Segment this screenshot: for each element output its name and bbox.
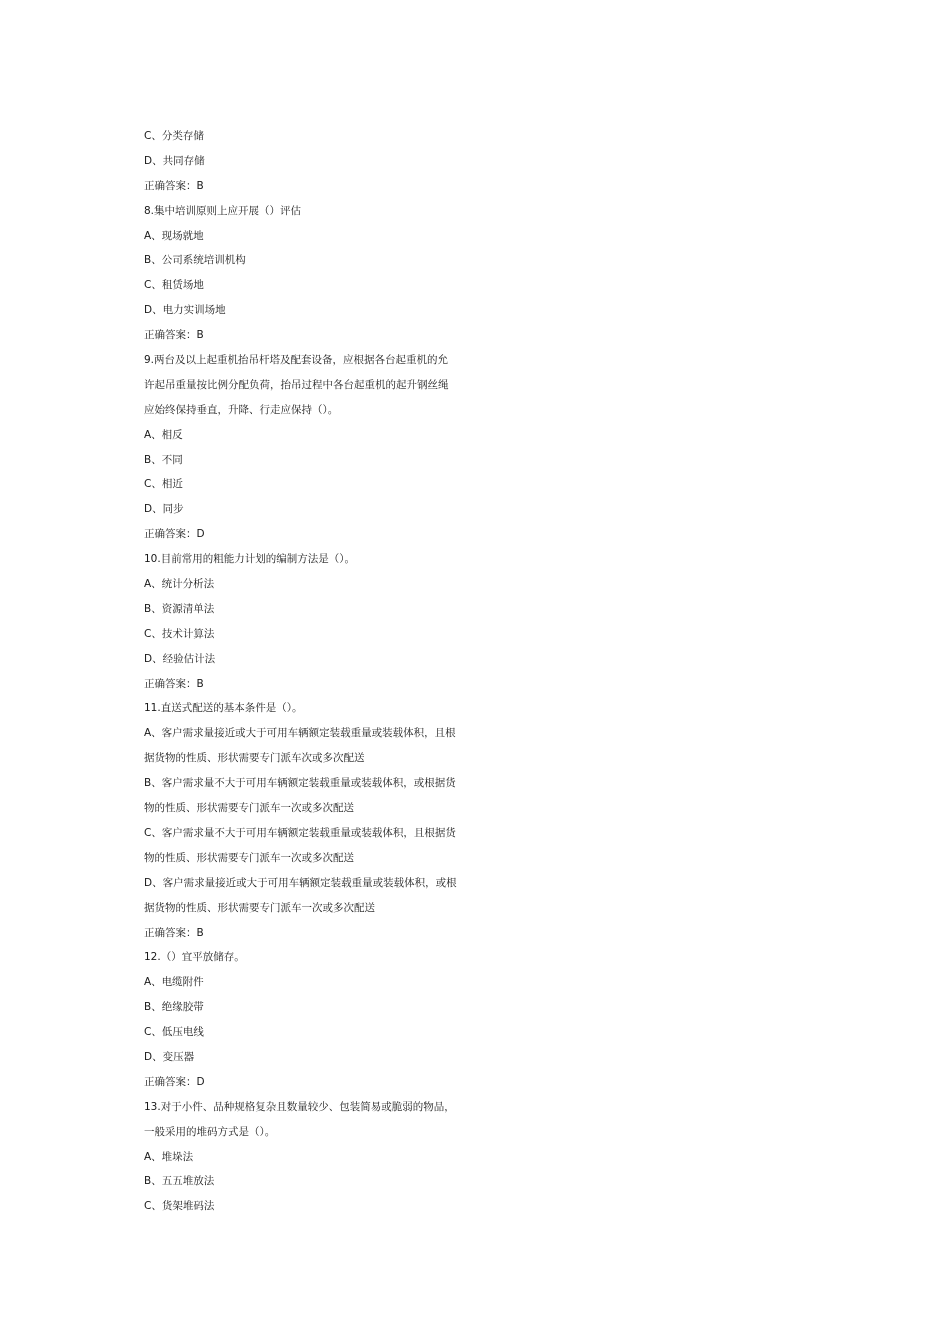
option-line: B、绝缘胶带 [144, 1001, 204, 1014]
option-line: 据货物的性质、形状需要专门派车次或多次配送 [144, 752, 365, 765]
option-line: C、相近 [144, 478, 183, 491]
answer-line: 正确答案：B [144, 677, 204, 690]
option-line: D、共同存储 [144, 154, 205, 167]
option-line: A、客户需求量接近或大于可用车辆额定装载重量或装载体积，且根 [144, 727, 456, 740]
option-line: 物的性质、形状需要专门派车一次或多次配送 [144, 851, 354, 864]
option-line: A、堆垛法 [144, 1150, 194, 1163]
question-line: 9.两台及以上起重机抬吊杆塔及配套设备，应根据各台起重机的允 [144, 354, 449, 367]
answer-line: 正确答案：B [144, 179, 204, 192]
option-line: B、公司系统培训机构 [144, 254, 246, 267]
answer-line: 正确答案：D [144, 1075, 205, 1088]
option-line: 据货物的性质、形状需要专门派车一次或多次配送 [144, 901, 375, 914]
option-line: B、不同 [144, 453, 183, 466]
question-line: 许起吊重量按比例分配负荷，抬吊过程中各台起重机的起升钢丝绳 [144, 378, 449, 391]
option-line: B、客户需求量不大于可用车辆额定装载重量或装载体积，或根据货 [144, 777, 456, 790]
question-line: 一般采用的堆码方式是（）。 [144, 1125, 276, 1138]
option-line: B、资源清单法 [144, 602, 215, 615]
question-line: 8.集中培训原则上应开展（）评估 [144, 204, 302, 217]
document-body [144, 127, 484, 1222]
option-line: D、客户需求量接近或大于可用车辆额定装载重量或装载体积，或根 [144, 876, 457, 889]
question-line: 13.对于小件、品种规格复杂且数量较少、包装简易或脆弱的物品， [144, 1100, 455, 1113]
option-line: 物的性质、形状需要专门派车一次或多次配送 [144, 802, 354, 815]
option-line: A、现场就地 [144, 229, 204, 242]
option-line: C、客户需求量不大于可用车辆额定装载重量或装载体积，且根据货 [144, 826, 456, 839]
answer-line: 正确答案：D [144, 528, 205, 541]
option-line: C、低压电线 [144, 1026, 204, 1039]
question-line: 12.（）宜平放储存。 [144, 951, 245, 964]
option-line: D、电力实训场地 [144, 304, 226, 317]
option-line: B、五五堆放法 [144, 1175, 215, 1188]
option-line: D、经验估计法 [144, 652, 216, 665]
answer-line: 正确答案：B [144, 329, 204, 342]
question-line: 11.直送式配送的基本条件是（）。 [144, 702, 303, 715]
option-line: A、电缆附件 [144, 976, 204, 989]
option-line: D、变压器 [144, 1050, 195, 1063]
option-line: C、租赁场地 [144, 279, 204, 292]
option-line: C、货架堆码法 [144, 1200, 215, 1213]
option-line: A、统计分析法 [144, 578, 215, 591]
option-line: C、分类存储 [144, 130, 204, 142]
option-line: C、技术计算法 [144, 627, 215, 640]
question-line: 10.目前常用的粗能力计划的编制方法是（）。 [144, 553, 355, 566]
question-line: 应始终保持垂直，升降、行走应保持（）。 [144, 403, 339, 416]
option-line: D、同步 [144, 503, 184, 516]
option-line: A、相反 [144, 428, 183, 441]
answer-line: 正确答案：B [144, 926, 204, 939]
